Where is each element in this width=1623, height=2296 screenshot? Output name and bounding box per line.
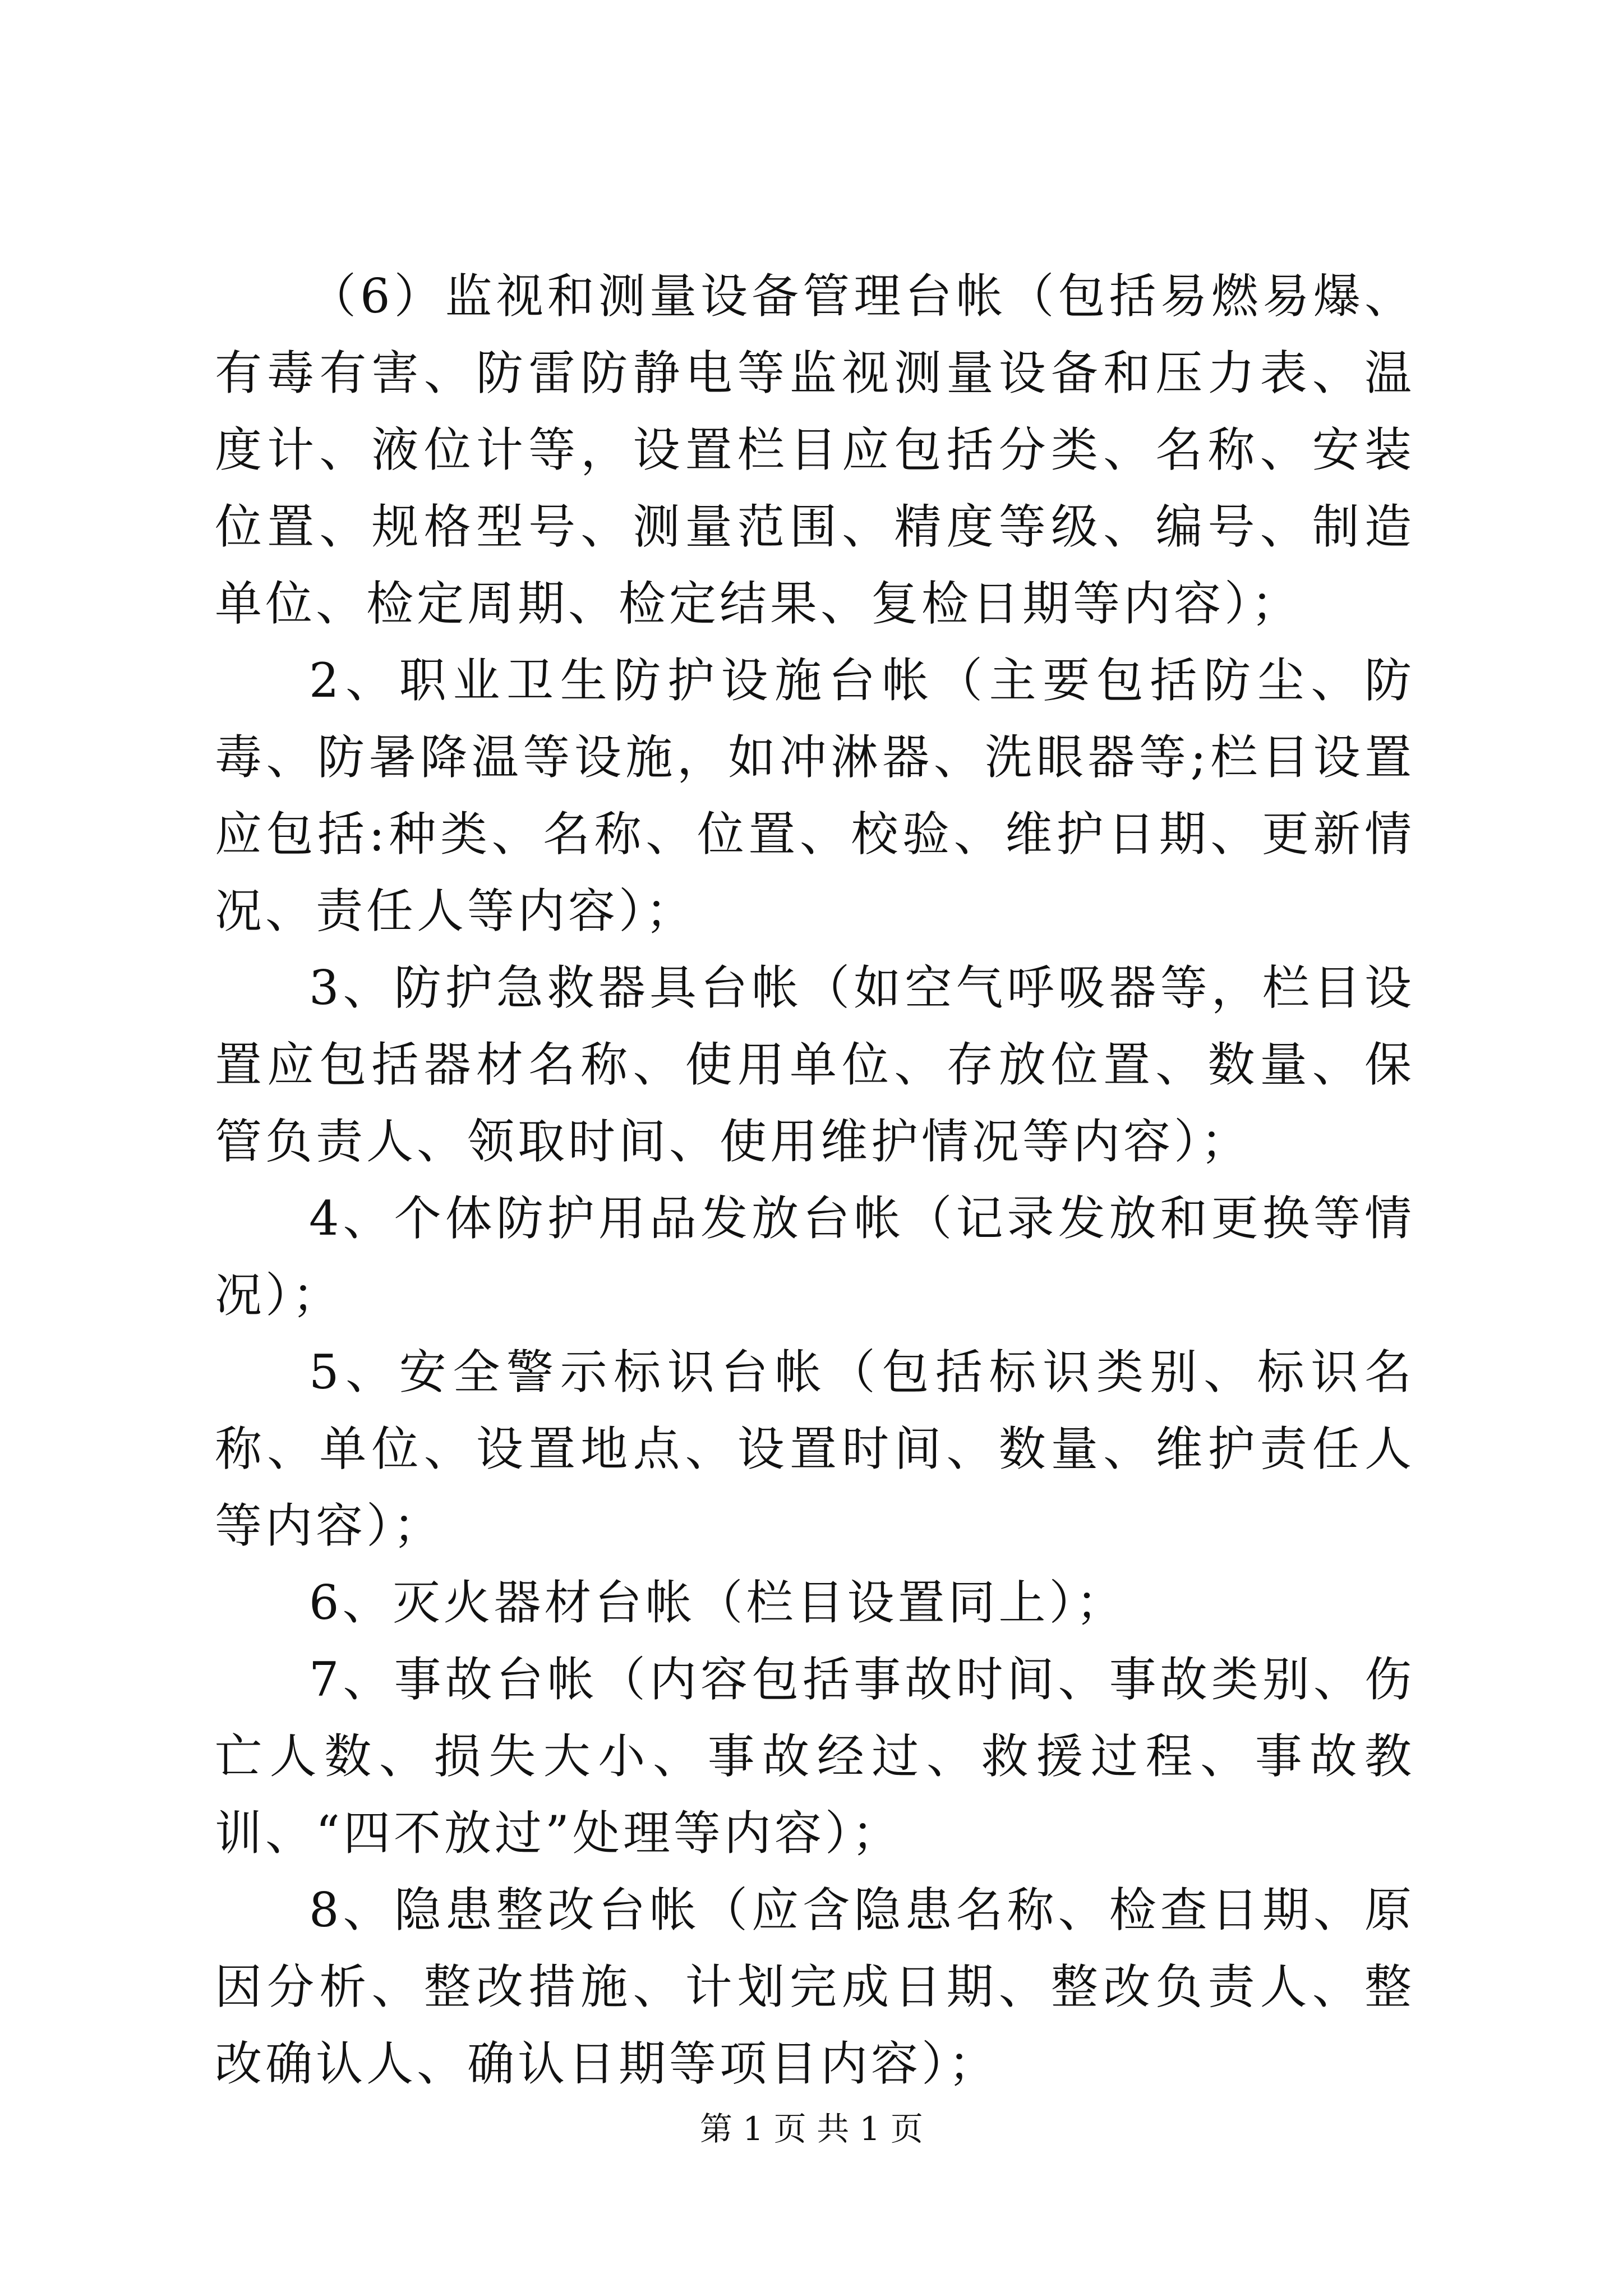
document-body (215, 258, 1415, 2102)
paragraph-accidents: 7、事故台帐（内容包括事故时间、事故类别、伤亡人数、损失大小、事故经过、救援过程、事故教训、“四不放过”处理等内容）； (215, 1652, 1415, 1861)
page-footer (0, 2106, 1623, 2151)
paragraph-hazard-rectification: 8、隐患整改台帐（应含隐患名称、检查日期、原因分析、整改措施、计划完成日期、整改负责人、整改确认人、确认日期等项目内容）； (215, 1883, 1415, 2091)
page-number-label: 第 1 页 共 1 页 (700, 2110, 923, 2148)
paragraph-monitoring-equipment: （6）监视和测量设备管理台帐（包括易燃易爆、有毒有害、防雷防静电等监视测量设备和压力表、温度计、液位计等，设置栏目应包括分类、名称、安装位置、规格型号、测量范围、精度等级、编号、制造单位、检定周期、检定结果、复检日期等内容）； (215, 269, 1415, 631)
paragraph-personal-protection: 4、个体防护用品发放台帐（记录发放和更换等情况）； (215, 1191, 1415, 1323)
paragraph-emergency-equipment: 3、防护急救器具台帐（如空气呼吸器等，栏目设置应包括器材名称、使用单位、存放位置、数量、保管负责人、领取时间、使用维护情况等内容）； (215, 960, 1415, 1169)
paragraph-safety-signs: 5、安全警示标识台帐（包括标识类别、标识名称、单位、设置地点、设置时间、数量、维护责任人等内容）； (215, 1345, 1415, 1553)
paragraph-occupational-health: 2、职业卫生防护设施台帐（主要包括防尘、防毒、防暑降温等设施，如冲淋器、洗眼器等;栏目设置应包括:种类、名称、位置、校验、维护日期、更新情况、责任人等内容）； (215, 653, 1415, 938)
paragraph-fire-equipment: 6、灭火器材台帐（栏目设置同上）； (309, 1575, 1127, 1630)
